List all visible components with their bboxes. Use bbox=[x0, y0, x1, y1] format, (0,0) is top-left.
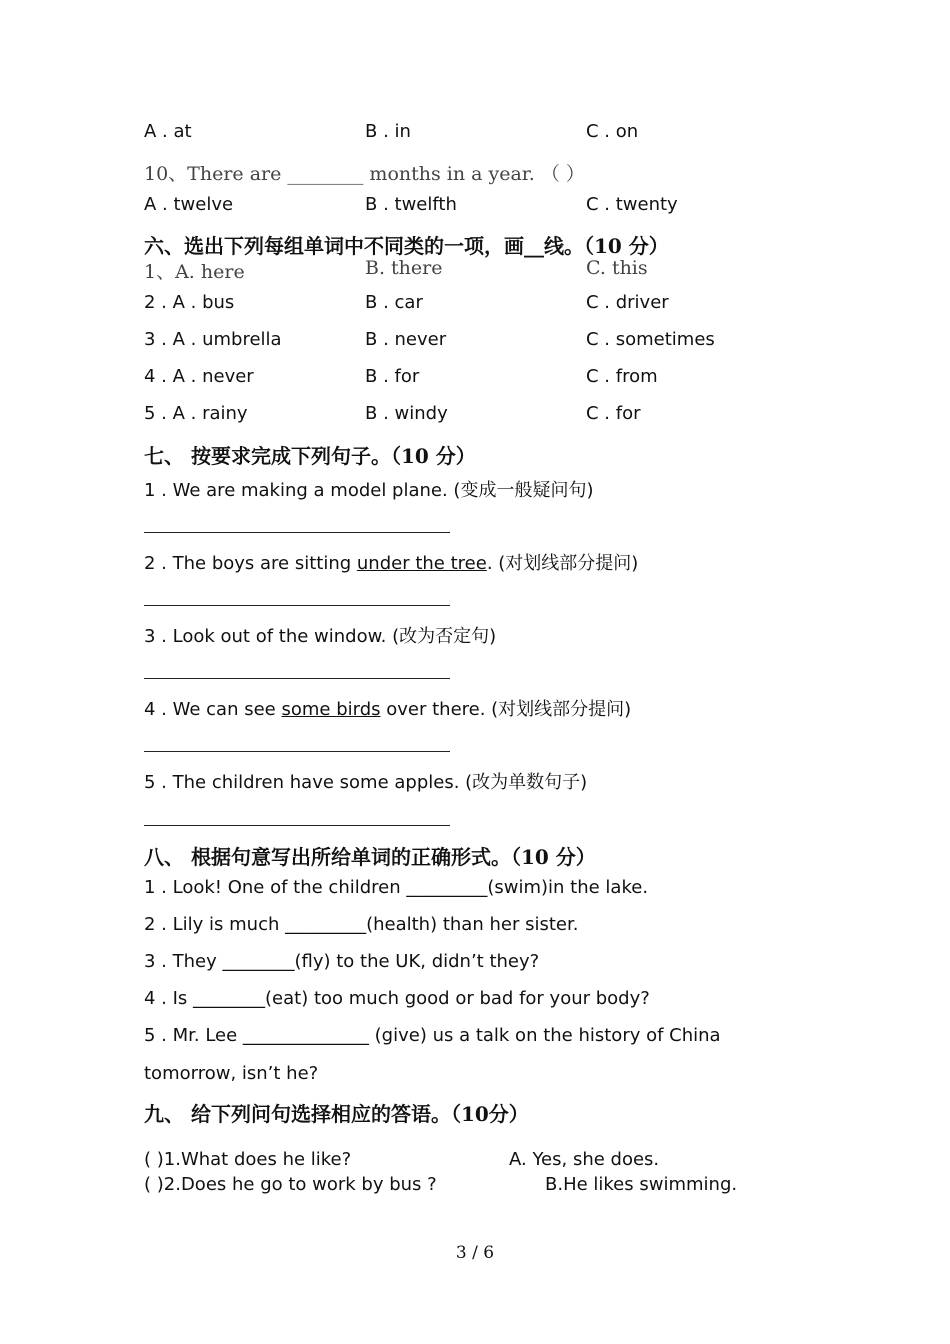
answer-line bbox=[144, 678, 450, 679]
match-answer-a: A. Yes, she does. bbox=[509, 1149, 660, 1170]
fill-sentence-1: 1 . Look! One of the children _________(swim)in the lake. bbox=[144, 877, 649, 898]
question-10-stem: 10、There are ________ months in a year. （ ） bbox=[144, 163, 585, 185]
item-1-c: C. this bbox=[586, 257, 648, 279]
item-4-b: B . for bbox=[365, 366, 420, 387]
section-8-title: 八、 根据句意写出所给单词的正确形式。（10 分） bbox=[144, 845, 596, 869]
fill-sentence-2: 2 . Lily is much _________(health) than her sister. bbox=[144, 914, 579, 935]
sentence-4-instruction: over there. (对划线部分提问) bbox=[380, 699, 632, 720]
option-b: B . twelfth bbox=[365, 194, 457, 215]
match-question-2: ( )2.Does he go to work by bus ? bbox=[144, 1174, 437, 1195]
answer-line bbox=[144, 532, 450, 533]
sentence-4 bbox=[144, 695, 631, 721]
item-4-c: C . from bbox=[586, 366, 658, 387]
fill-sentence-3: 3 . They ________(fly) to the UK, didn’t they? bbox=[144, 951, 540, 972]
section-6-title: 六、选出下列每组单词中不同类的一项，画__线。（10 分） bbox=[144, 234, 669, 258]
sentence-5: 5 . The children have some apples. (改为单数句子) bbox=[144, 772, 588, 793]
option-c: C . on bbox=[586, 121, 639, 142]
fill-sentence-4: 4 . Is ________(eat) too much good or bad for your body? bbox=[144, 988, 650, 1009]
item-1-a: 1、A. here bbox=[144, 261, 245, 283]
item-3-a: 3 . A . umbrella bbox=[144, 329, 282, 350]
item-2-a: 2 . A . bus bbox=[144, 292, 235, 313]
answer-line bbox=[144, 825, 450, 826]
option-c: C . twenty bbox=[586, 194, 678, 215]
underlined-phrase: under the tree bbox=[356, 553, 487, 574]
underlined-phrase: some birds bbox=[281, 699, 381, 720]
sentence-3: 3 . Look out of the window. (改为否定句) bbox=[144, 626, 497, 647]
answer-line bbox=[144, 605, 450, 606]
item-5-c: C . for bbox=[586, 403, 641, 424]
section-7-title: 七、 按要求完成下列句子。（10 分） bbox=[144, 444, 476, 468]
option-a: A . at bbox=[144, 121, 192, 142]
item-3-b: B . never bbox=[365, 329, 447, 350]
match-question-1: ( )1.What does he like? bbox=[144, 1149, 352, 1170]
item-1-b: B. there bbox=[365, 257, 443, 279]
fill-sentence-5-cont: tomorrow, isn’t he? bbox=[144, 1063, 319, 1084]
section-9-title: 九、 给下列问句选择相应的答语。（10分） bbox=[144, 1102, 529, 1126]
item-3-c: C . sometimes bbox=[586, 329, 715, 350]
item-5-b: B . windy bbox=[365, 403, 448, 424]
fill-sentence-5: 5 . Mr. Lee ______________ (give) us a talk on the history of China bbox=[144, 1025, 721, 1046]
sentence-2 bbox=[144, 549, 638, 575]
sentence-2-text: 2 . The boys are sitting bbox=[144, 553, 357, 574]
answer-line bbox=[144, 751, 450, 752]
item-5-a: 5 . A . rainy bbox=[144, 403, 248, 424]
sentence-1: 1 . We are making a model plane. (变成一般疑问句) bbox=[144, 480, 594, 501]
match-answer-b: B.He likes swimming. bbox=[545, 1174, 738, 1195]
item-2-b: B . car bbox=[365, 292, 423, 313]
sentence-4-text: 4 . We can see bbox=[144, 699, 282, 720]
item-4-a: 4 . A . never bbox=[144, 366, 254, 387]
item-2-c: C . driver bbox=[586, 292, 669, 313]
page-number: 3 / 6 bbox=[455, 1243, 495, 1263]
option-a: A . twelve bbox=[144, 194, 234, 215]
option-b: B . in bbox=[365, 121, 411, 142]
sentence-2-instruction: . (对划线部分提问) bbox=[486, 553, 639, 574]
